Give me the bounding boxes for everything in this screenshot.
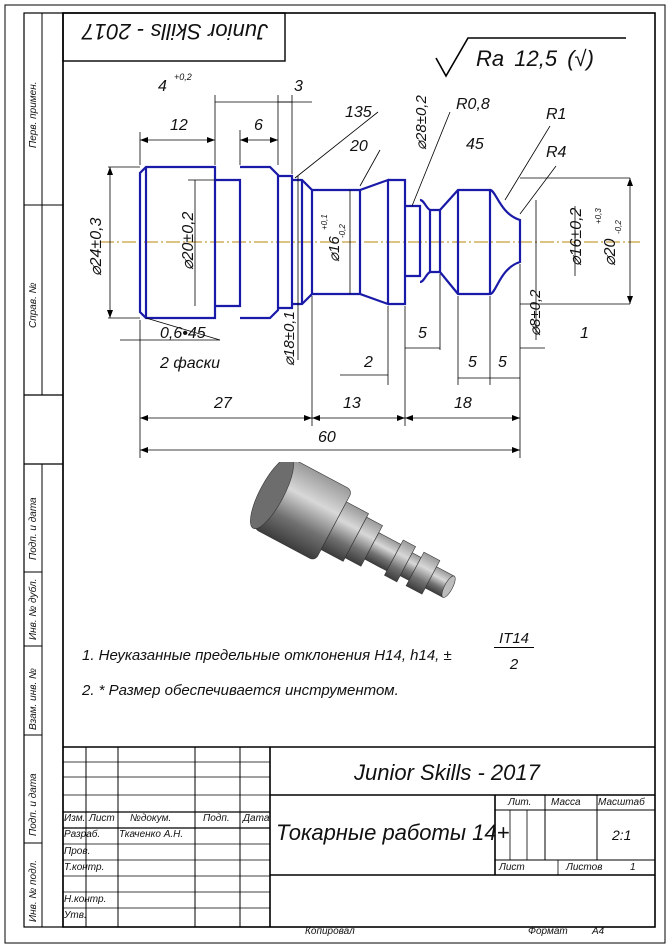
dim-20-right-tol-dn: -0,2 bbox=[614, 220, 623, 234]
note-1-fraction-den: 2 bbox=[509, 656, 519, 673]
roughness-param: Ra bbox=[476, 46, 505, 71]
tb-utv: Утв. bbox=[64, 910, 87, 921]
tb-hdr-list: Лист bbox=[89, 813, 115, 824]
tb-hdr-izm: Изм. bbox=[64, 813, 86, 824]
tb-name: Токарные работы 14+ bbox=[276, 820, 510, 845]
side-label-vzam-inv: Взам. инв. № bbox=[28, 668, 39, 730]
tb-massa: Масса bbox=[551, 797, 581, 808]
footer-copied: Копировал bbox=[305, 926, 355, 937]
dim-20-right-tol-up: +0,3 bbox=[594, 208, 603, 224]
note-1: 1. Неуказанные предельные отклонения H14, h14, ± bbox=[82, 647, 452, 664]
tb-prov: Пров. bbox=[64, 846, 91, 857]
tb-listov-val: 1 bbox=[630, 862, 636, 873]
footer-format-label: Формат bbox=[528, 926, 568, 937]
tb-org: Junior Skills - 2017 bbox=[354, 760, 540, 785]
dim-20-right: ⌀20 bbox=[602, 238, 619, 266]
dim-16-right: ⌀16±0,2 bbox=[568, 207, 585, 266]
roughness-value: 12,5 bbox=[514, 46, 558, 71]
side-label-podp-data-2: Подп. и дата bbox=[28, 773, 39, 836]
dim-8: ⌀8±0,2 bbox=[527, 289, 544, 336]
dim-4-tol: +0,2 bbox=[174, 72, 192, 82]
dim-r1: R1 bbox=[546, 106, 567, 123]
stamp-top: Junior Skills - 2017 bbox=[82, 19, 268, 44]
dim-2-faski: 2 фаски bbox=[160, 355, 221, 372]
tb-masshtab: Масштаб bbox=[598, 797, 645, 808]
tb-list: Лист bbox=[499, 862, 525, 873]
side-label-inv-dubl: Инв. № дубл. bbox=[28, 578, 39, 640]
dim-135: 135 bbox=[345, 104, 372, 121]
dim-16-tol-up: +0,1 bbox=[320, 214, 329, 230]
dim-6: 6 bbox=[254, 117, 263, 134]
dim-16: ⌀16 bbox=[326, 236, 343, 262]
dim-4: 4 bbox=[158, 78, 167, 95]
dim-24: ⌀24±0,3 bbox=[88, 217, 105, 276]
tb-razrab: Разраб. bbox=[64, 829, 101, 840]
tb-hdr-data: Дата bbox=[243, 813, 270, 824]
dim-12: 12 bbox=[170, 117, 188, 134]
tb-tkontr: Т.контр. bbox=[64, 862, 105, 873]
footer-format: A4 bbox=[592, 926, 605, 937]
note-1-fraction-num: IT14 bbox=[494, 630, 534, 648]
dim-1: 1 bbox=[580, 325, 589, 342]
dim-45: 45 bbox=[466, 136, 484, 153]
roughness-symbol-text: (√) bbox=[567, 46, 594, 71]
dim-r4: R4 bbox=[546, 144, 567, 161]
dim-chamfer: 0,6•45 bbox=[160, 325, 206, 342]
side-label-sprav-no: Справ. № bbox=[28, 282, 39, 328]
tb-scale: 2:1 bbox=[612, 827, 632, 843]
dim-16-tol-dn: -0,2 bbox=[338, 224, 347, 238]
tb-razrab-name: Ткаченко А.Н. bbox=[119, 829, 184, 840]
tb-lit: Лит. bbox=[508, 797, 532, 808]
dim-27: 27 bbox=[214, 395, 232, 412]
dim-2: 2 bbox=[364, 354, 373, 371]
dim-18: 18 bbox=[454, 395, 472, 412]
tb-listov: Листов bbox=[566, 862, 603, 873]
dim-5c: 5 bbox=[498, 354, 507, 371]
dim-20: 20 bbox=[350, 138, 368, 155]
dim-5a: 5 bbox=[418, 325, 427, 342]
side-label-perv-primen: Перв. примен. bbox=[28, 81, 39, 148]
dim-20-left: ⌀20±0,2 bbox=[180, 211, 197, 270]
dim-60: 60 bbox=[318, 429, 336, 446]
dim-5b: 5 bbox=[468, 354, 477, 371]
tb-hdr-doc: №докум. bbox=[130, 813, 172, 824]
side-label-inv-podl: Инв. № подл. bbox=[28, 859, 39, 922]
tb-hdr-podp: Подп. bbox=[203, 813, 230, 824]
dim-r08: R0,8 bbox=[456, 96, 490, 113]
dim-28: ⌀28±0,2 bbox=[413, 95, 430, 150]
dim-3: 3 bbox=[294, 78, 303, 95]
dim-18-left: ⌀18±0,1 bbox=[281, 311, 298, 366]
note-2: 2. * Размер обеспечивается инструментом. bbox=[82, 682, 399, 699]
tb-nkontr: Н.контр. bbox=[64, 894, 107, 905]
dim-13: 13 bbox=[343, 395, 361, 412]
side-label-podp-data-1: Подп. и дата bbox=[28, 497, 39, 560]
